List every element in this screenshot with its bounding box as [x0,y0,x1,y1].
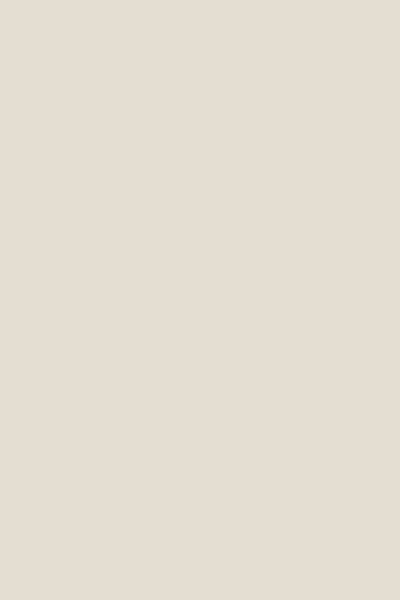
page-header [34,6,386,28]
